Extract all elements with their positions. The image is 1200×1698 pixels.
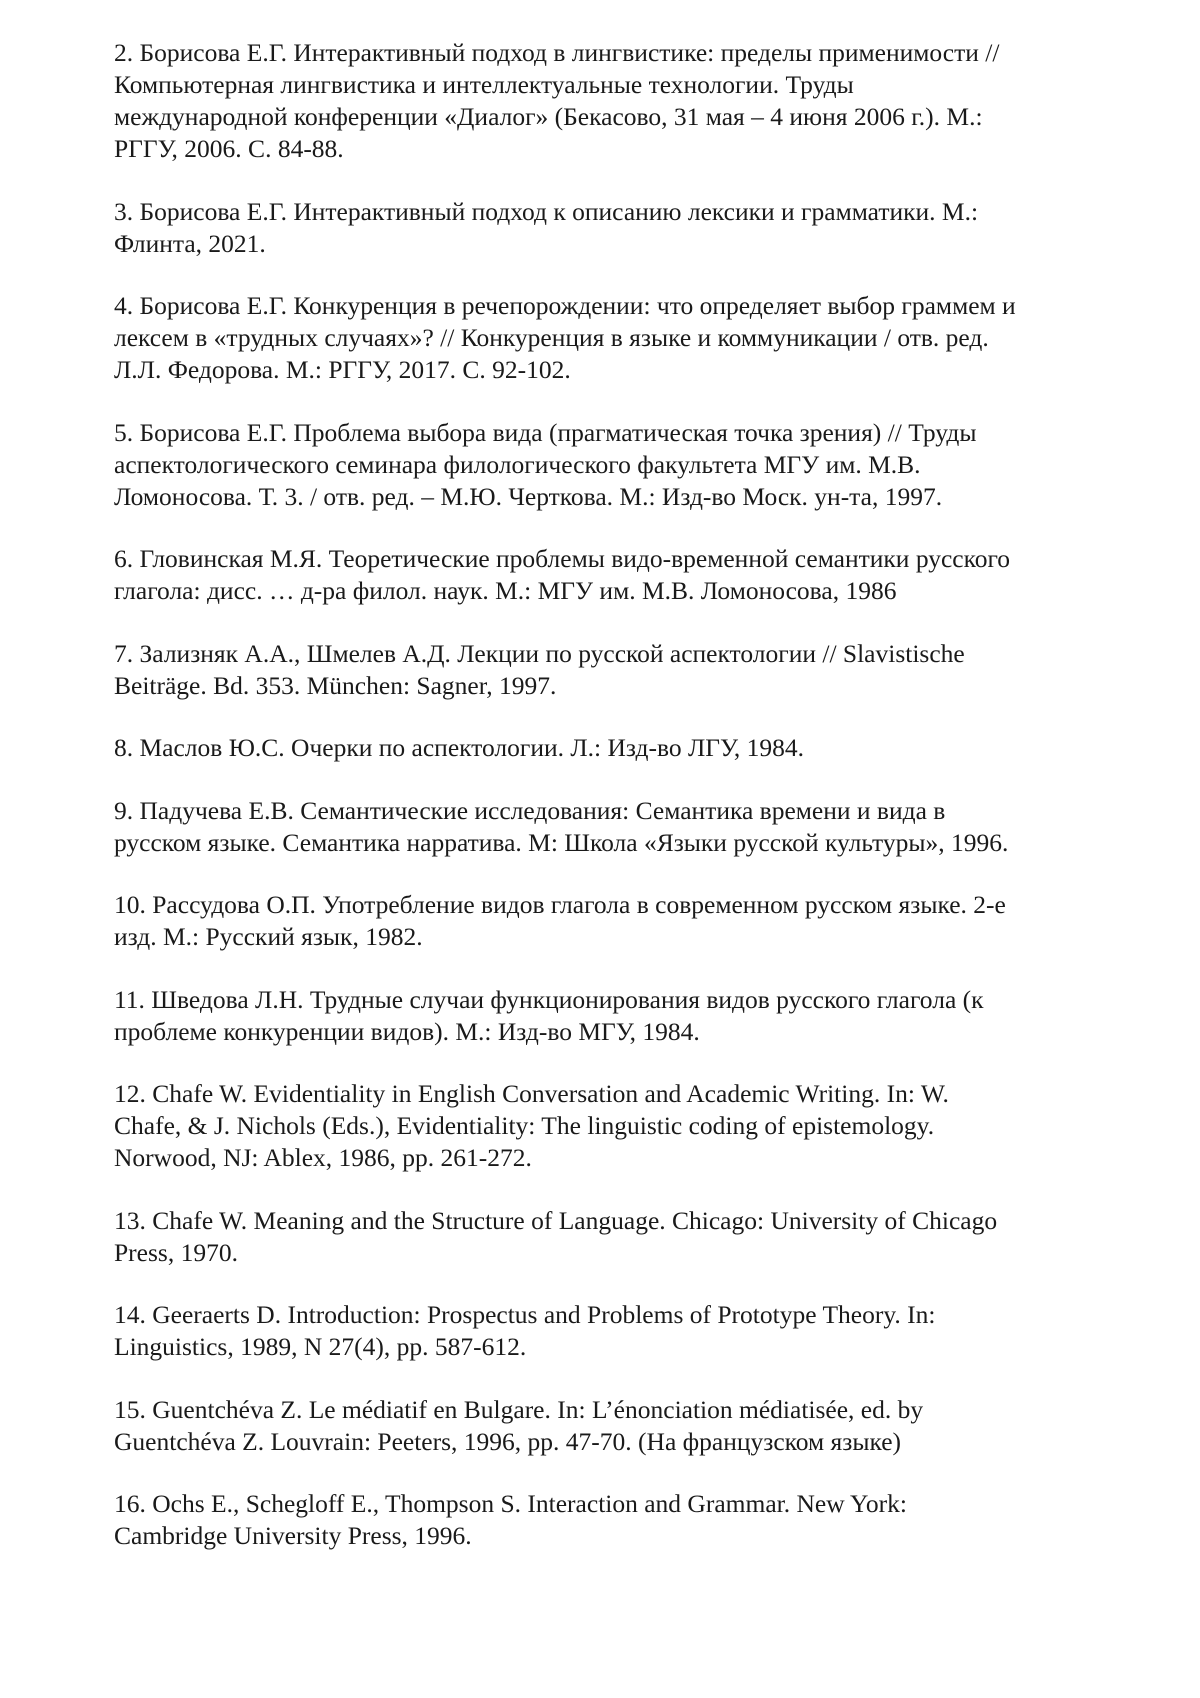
reference-item: 2. Борисова Е.Г. Интерактивный подход в лингвистике: пределы применимости // Компьютерная лингвистика и интеллектуальные технологии. Труды международной конференции «Диалог» (Бекасово, 31 мая – 4 июня 2006 г.). М.: РГГУ, 2006. С. 84-88. [114,38,1000,163]
reference-item: 16. Ochs E., Schegloff E., Thompson S. Interaction and Grammar. New York: Cambridge University Press, 1996. [114,1489,907,1550]
reference-item: 8. Маслов Ю.С. Очерки по аспектологии. Л.: Изд-во ЛГУ, 1984. [114,733,805,762]
reference-item: 3. Борисова Е.Г. Интерактивный подход к описанию лексики и грамматики. М.: Флинта, 2021. [114,196,979,258]
reference-item: 9. Падучева Е.В. Семантические исследования: Семантика времени и вида в русском языке. Семантика нарратива. М: Школа «Языки русской культуры», 1996. [114,795,1009,857]
reference-item: 10. Рассудова О.П. Употребление видов глагола в современном русском языке. 2-е изд. М.: Русский язык, 1982. [114,890,1006,951]
reference-item: 7. Зализняк А.А., Шмелев А.Д. Лекции по русской аспектологии // Slavistische Beiträge. Bd. 353. München: Sagner, 1997. [114,638,965,700]
reference-item: 6. Гловинская М.Я. Теоретические проблемы видо-временной семантики русского глагола: дисс. … д-ра филол. наук. М.: МГУ им. М.В. Ломоносова, 1986 [114,544,1011,605]
reference-item: 11. Шведова Л.Н. Трудные случаи функционирования видов русского глагола (к проблеме конкуренции видов). М.: Изд-во МГУ, 1984. [114,984,984,1046]
reference-item: 5. Борисова Е.Г. Проблема выбора вида (прагматическая точка зрения) // Труды аспектологического семинара филологического факультета МГУ им. М.В. Ломоносова. Т. 3. / отв. ред. – М.Ю. Черткова. М.: Изд-во Моск. ун-та, 1997. [114,417,977,511]
reference-item: 14. Geeraerts D. Introduction: Prospectus and Problems of Prototype Theory. In: Linguistics, 1989, N 27(4), pp. 587-612. [114,1300,936,1361]
reference-item: 4. Борисова Е.Г. Конкуренция в речепорождении: что определяет выбор граммем и лексем в «трудных случаях»? // Конкуренция в языке и коммуникации / отв. ред. Л.Л. Федорова. М.: РГГУ, 2017. С. 92-102. [114,291,1016,384]
reference-item: 13. Chafe W. Meaning and the Structure of Language. Chicago: University of Chicago Press, 1970. [114,1205,998,1267]
reference-list [114,37,1124,1583]
reference-item: 15. Guentchéva Z. Le médiatif en Bulgare. In: L’énonciation médiatisée, ed. by Guentchéva Z. Louvrain: Peeters, 1996, pp. 47-70. (На французском языке) [114,1394,924,1456]
reference-item: 12. Chafe W. Evidentiality in English Conversation and Academic Writing. In: W. Chafe, & J. Nichols (Eds.), Evidentiality: The linguistic coding of epistemology. Norwood, NJ: Ablex, 1986, pp. 261-272. [114,1079,949,1172]
